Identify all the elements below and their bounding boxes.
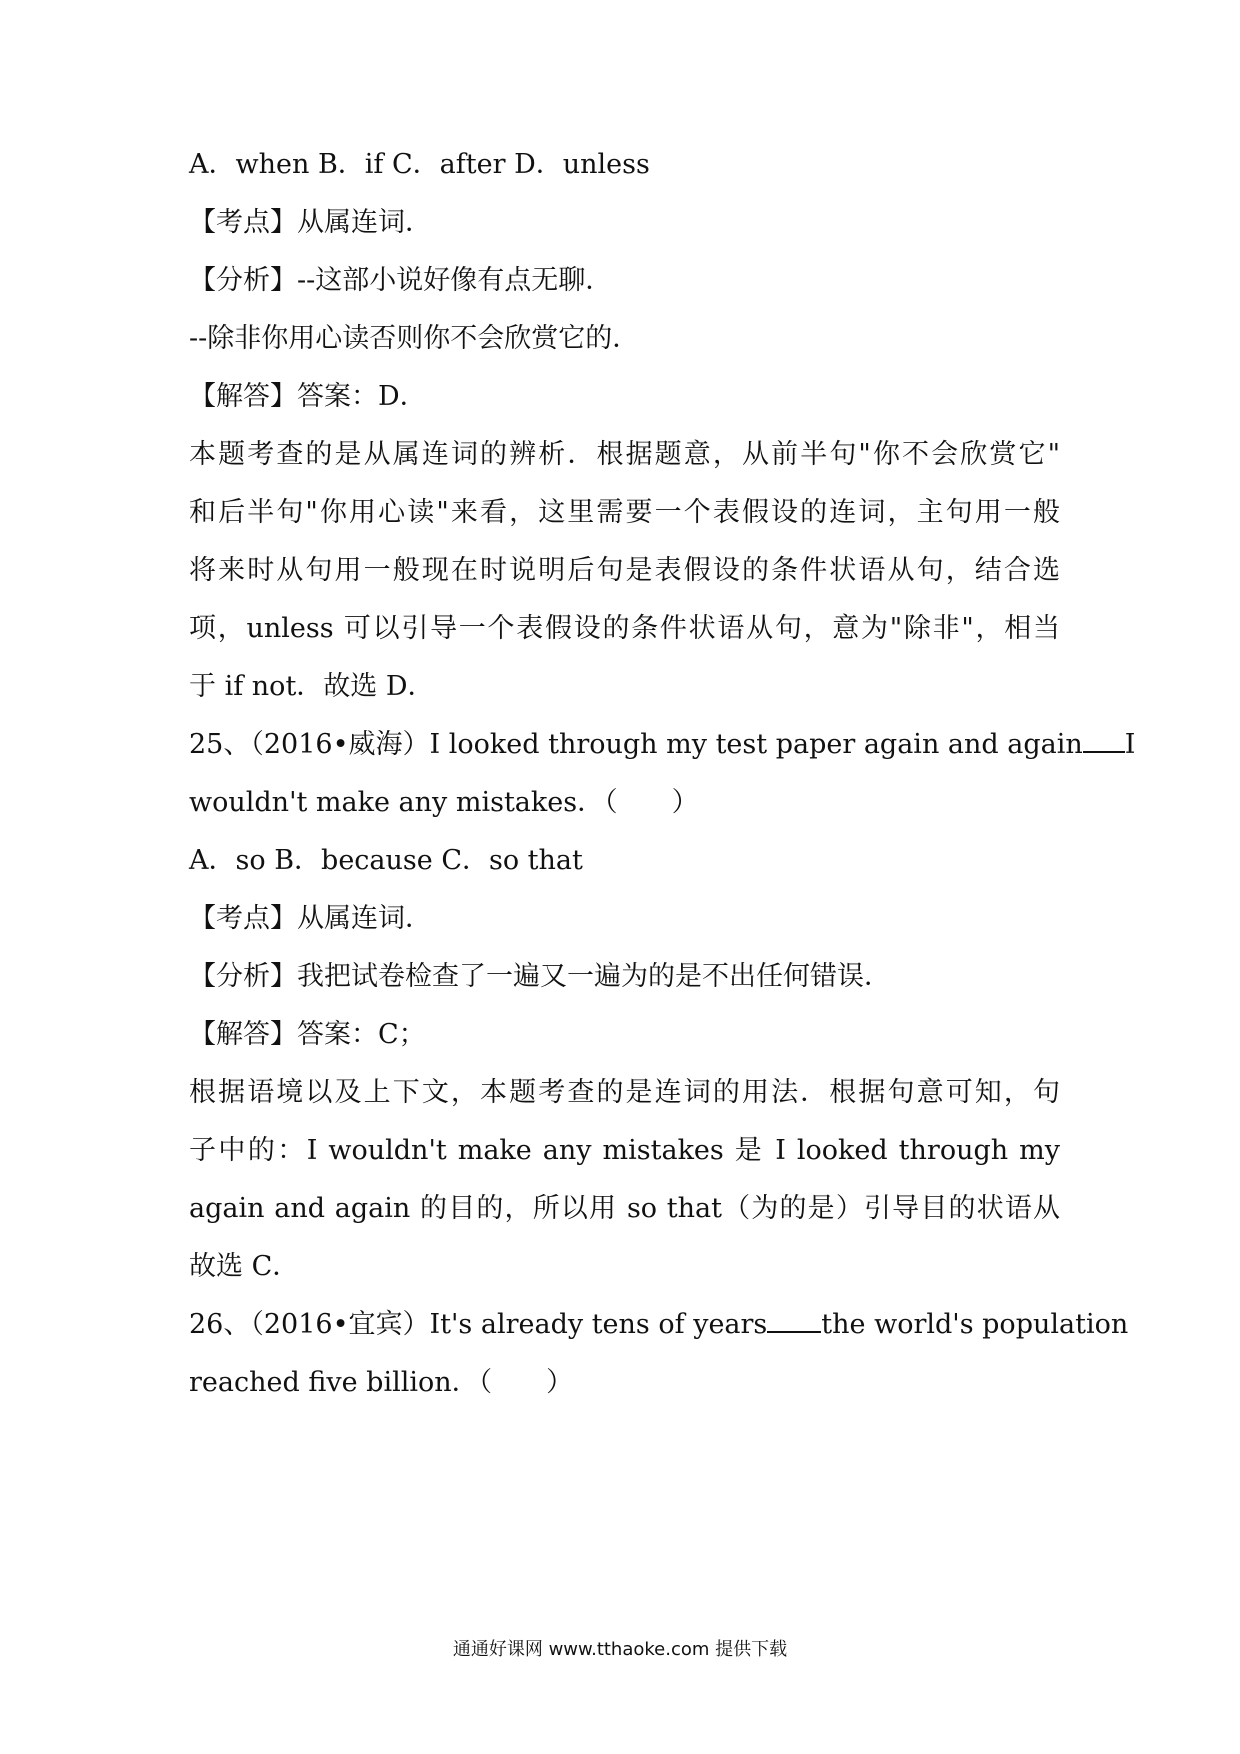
q24-explanation-line: 项，unless 可以引导一个表假设的条件状语从句，意为"除非"，相当 (189, 613, 1060, 644)
q25-stem-line2: wouldn't make any mistakes．（ ） (189, 787, 699, 818)
q24-explanation-line: 和后半句"你用心读"来看，这里需要一个表假设的连词，主句用一般 (189, 497, 1060, 528)
q25-options: A．so B．because C．so that (189, 845, 583, 876)
q25-explanation-line: 根据语境以及上下文，本题考查的是连词的用法．根据句意可知，句 (189, 1077, 1060, 1108)
q25-stem-part1: 25、（2016•威海）I looked through my test paper again and again (189, 729, 1083, 760)
q24-jieda: 【解答】答案：D． (189, 381, 427, 412)
answer-blank (767, 1305, 821, 1333)
q25-stem (189, 725, 1135, 765)
q25-stem-part2: I (1124, 729, 1136, 760)
answer-blank (1083, 725, 1125, 753)
q24-fenxi: 【分析】--这部小说好像有点无聊． (189, 265, 613, 296)
q24-options: A．when B．if C．after D．unless (189, 149, 650, 180)
q25-explanation-line: 子中的：I wouldn't make any mistakes 是 I looked through my (189, 1135, 1060, 1166)
q26-stem-part2: the world's population (821, 1309, 1129, 1340)
page-footer: 通通好课网 www.tthaoke.com 提供下载 (452, 1639, 788, 1660)
q25-explanation-line: 故选 C． (189, 1251, 300, 1282)
q24-explanation-line: 本题考查的是从属连词的辨析．根据题意，从前半句"你不会欣赏它" (189, 439, 1060, 470)
q25-fenxi: 【分析】我把试卷检查了一遍又一遍为的是不出任何错误． (189, 961, 891, 992)
q24-explanation-line: 于 if not．故选 D． (189, 671, 435, 702)
q26-stem-line2: reached five billion．（ ） (189, 1367, 574, 1398)
q25-kaodian: 【考点】从属连词． (189, 903, 432, 934)
q24-fenxi-line2: --除非你用心读否则你不会欣赏它的． (189, 323, 640, 354)
q25-explanation-line: again and again 的目的，所以用 so that（为的是）引导目的状语从 (189, 1193, 1060, 1224)
q26-stem-part1: 26、（2016•宜宾）It's already tens of years (189, 1309, 768, 1340)
q26-stem (189, 1305, 1128, 1345)
q24-kaodian: 【考点】从属连词． (189, 207, 432, 238)
q24-explanation-line: 将来时从句用一般现在时说明后句是表假设的条件状语从句，结合选 (189, 555, 1060, 586)
q25-jieda: 【解答】答案：C； (189, 1019, 426, 1050)
